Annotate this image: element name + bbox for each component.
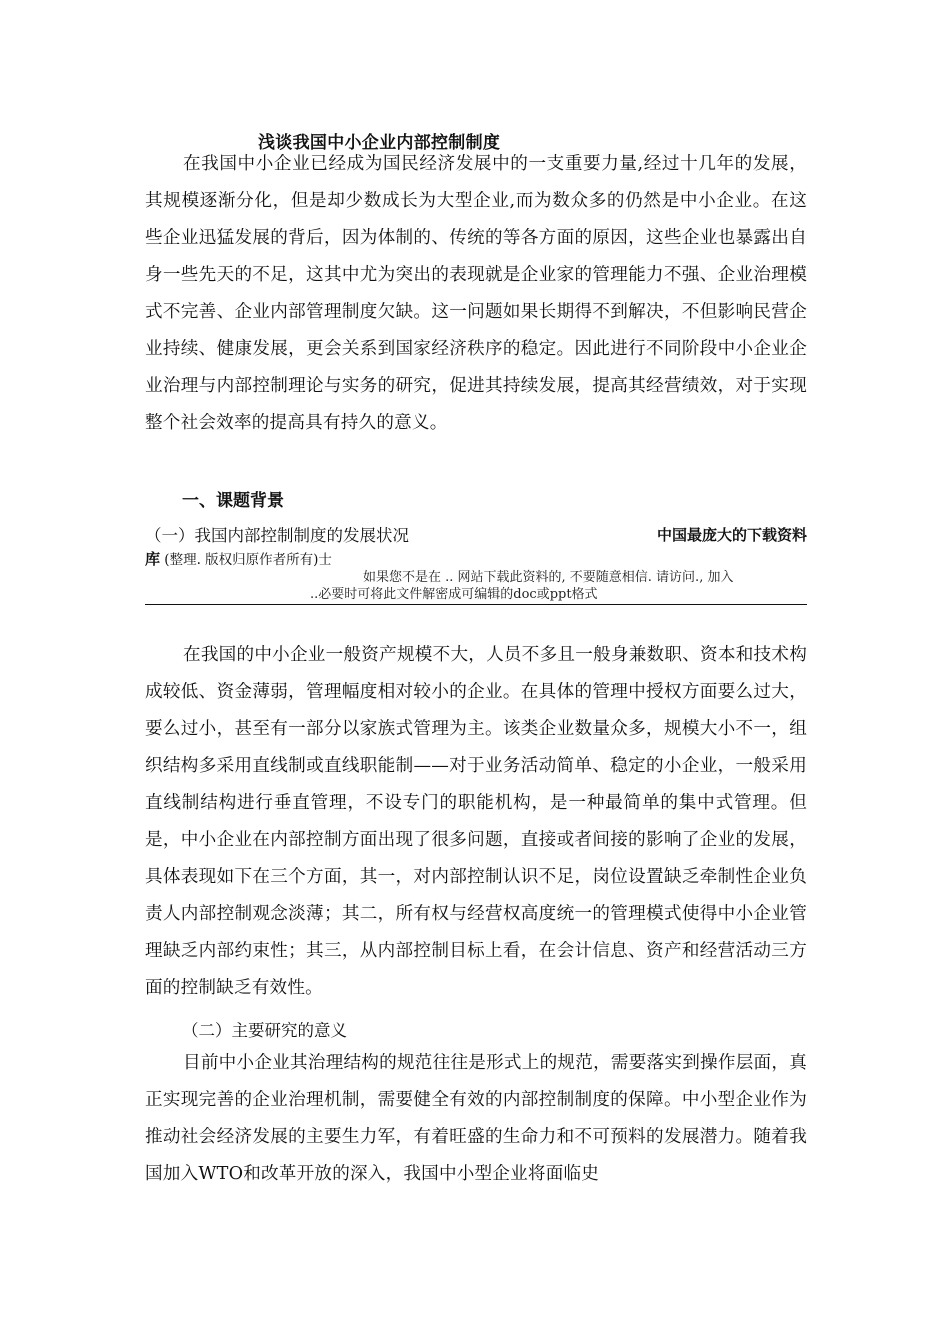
promo-banner-line <box>145 548 332 569</box>
subsection-heading-significance: （二）主要研究的意义 <box>182 1021 347 1040</box>
document-title: 浅谈我国中小企业内部控制制度 <box>258 133 501 153</box>
download-notice <box>145 569 807 603</box>
promo-banner-ku: 库 <box>145 550 161 568</box>
promo-banner-rest: (整理. 版权归原作者所有)士 <box>160 552 332 568</box>
body-paragraph-1: 在我国的中小企业一般资产规模不大，人员不多且一般身兼数职、资本和技术构成较低、资金薄弱，管理幅度相对较小的企业。在具体的管理中授权方面要么过大，要么过小，甚至有一部分以家族式管理为主。该类企业数量众多，规模大小不一，组织结构多采用直线制或直线职能制——对于业务活动简单、稳定的小企业，一般采用直线制结构进行垂直管理，不设专门的职能机构，是一种最简单的集中式管理。但是，中小企业在内部控制方面出现了很多问题，直接或者间接的影响了企业的发展，具体表现如下在三个方面，其一，对内部控制认识不足，岗位设置缺乏牵制性企业负责人内部控制观念淡薄；其二，所有权与经营权高度统一的管理模式使得中小企业管理缺乏内部约束性；其三，从内部控制目标上看，在会计信息、资产和经营活动三方面的控制缺乏有效性。 <box>145 645 807 998</box>
notice-line-2: ..必要时可将此文件解密成可编辑的doc或ppt格式 <box>310 587 598 602</box>
body-block-1 <box>145 637 807 1007</box>
body-block-2 <box>145 1045 807 1193</box>
body-paragraph-2: 目前中小企业其治理结构的规范往往是形式上的规范，需要落实到操作层面，真正实现完善的企业治理机制，需要健全有效的内部控制制度的保障。中小型企业作为推动社会经济发展的主要生力军，有着旺盛的生命力和不可预料的发展潜力。随着我国加入WTO和改革开放的深入，我国中小型企业将面临史 <box>145 1053 807 1184</box>
header-divider <box>145 604 807 605</box>
promo-banner-text: 中国最庞大的下载资料 <box>656 526 807 544</box>
intro-paragraph: 在我国中小企业已经成为国民经济发展中的一支重要力量,经过十几年的发展，其规模逐渐分化，但是却少数成长为大型企业,而为数众多的仍然是中小企业。在这些企业迅猛发展的背后，因为体制的、传统的等各方面的原因，这些企业也暴露出自身一些先天的不足，这其中尤为突出的表现就是企业家的管理能力不强、企业治理模式不完善、企业内部管理制度欠缺。这一问题如果长期得不到解决，不但影响民营企业持续、健康发展，更会关系到国家经济秩序的稳定。因此进行不同阶段中小企业企业治理与内部控制理论与实务的研究，促进其持续发展，提高其经营绩效，对于实现整个社会效率的提高具有持久的意义。 <box>145 154 807 433</box>
section-heading-background: 一、课题背景 <box>182 491 284 511</box>
intro-block <box>145 146 807 442</box>
subsection-heading-development: （一）我国内部控制制度的发展状况 <box>145 526 409 545</box>
notice-line-1: 如果您不是在 .. 网站下载此资料的, 不要随意相信. 请访问., 加入 <box>363 570 734 585</box>
